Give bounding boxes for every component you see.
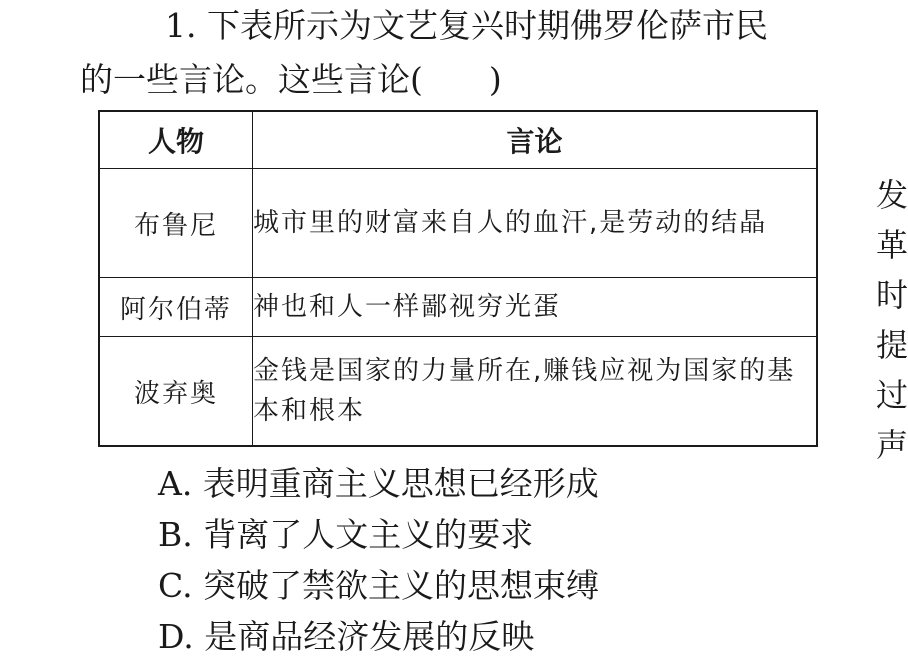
table-header-row bbox=[99, 111, 817, 169]
side-char: 时 bbox=[876, 276, 908, 314]
table-row bbox=[99, 337, 817, 447]
option-a: A. 表明重商主义思想已经形成 bbox=[158, 464, 599, 503]
option-b: B. 背离了人文主义的要求 bbox=[158, 515, 534, 554]
side-char: 发 bbox=[876, 176, 908, 214]
adjacent-column-text bbox=[876, 170, 906, 470]
person-cell: 波弃奥 bbox=[99, 337, 253, 447]
table-row bbox=[99, 169, 817, 278]
answer-options bbox=[158, 458, 599, 662]
quote-cell: 神也和人一样鄙视穷光蛋 bbox=[253, 278, 818, 337]
option-c: C. 突破了禁欲主义的思想束缚 bbox=[158, 566, 600, 605]
quote-cell: 城市里的财富来自人的血汗,是劳动的结晶 bbox=[253, 169, 818, 278]
person-cell: 布鲁尼 bbox=[99, 169, 253, 278]
side-char: 提 bbox=[876, 326, 908, 364]
header-person: 人物 bbox=[99, 111, 253, 169]
table-row bbox=[99, 278, 817, 337]
option-d: D. 是商品经济发展的反映 bbox=[158, 617, 535, 656]
person-cell: 阿尔伯蒂 bbox=[99, 278, 253, 337]
quotes-table bbox=[98, 110, 818, 447]
header-quote: 言论 bbox=[253, 111, 818, 169]
question-line-2: 的一些言论。这些言论( ) bbox=[80, 60, 502, 99]
side-char: 声 bbox=[876, 426, 908, 464]
question-line-1: 1. 下表所示为文艺复兴时期佛罗伦萨市民 bbox=[165, 6, 768, 45]
side-char: 革 bbox=[876, 226, 908, 264]
quote-cell: 金钱是国家的力量所在,赚钱应视为国家的基本和根本 bbox=[253, 337, 818, 447]
side-char: 过 bbox=[876, 376, 908, 414]
